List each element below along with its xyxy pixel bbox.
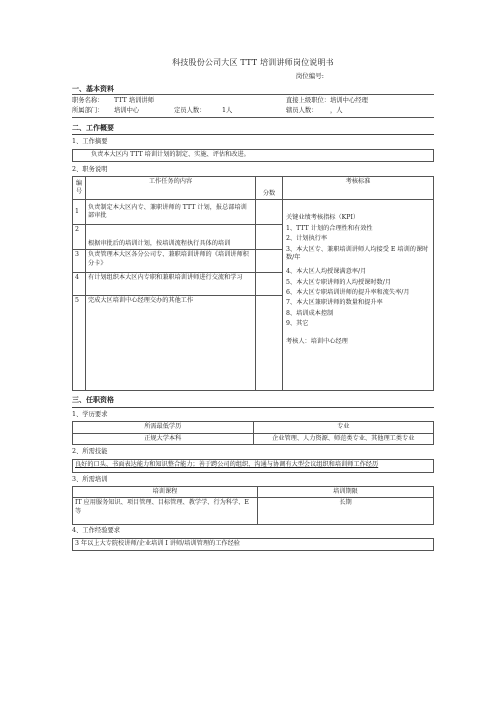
education-col-degree: 所需最低学历 <box>73 422 254 433</box>
education-major: 企业管理、人力资源、师范类专业、其他理工类专业 <box>253 433 434 444</box>
post-name-label: 职务名称： <box>72 96 104 104</box>
kpi-item: 9、其它 <box>286 320 309 328</box>
task-no: 3 <box>73 250 86 273</box>
staff-value: ，人 <box>330 106 343 114</box>
post-name-value: TTT 培训讲师 <box>114 96 155 104</box>
training-col-course: 培训课程 <box>73 487 258 498</box>
section-basic-heading: 一、基本资料 <box>72 84 114 93</box>
experience-table <box>72 538 434 551</box>
task-no: 4 <box>73 273 86 296</box>
education-col-major: 专业 <box>253 422 434 433</box>
duties-title: 2、职务说明 <box>72 165 108 173</box>
document-title: 科技股份公司大区 TTT 培训讲师岗位说明书 <box>172 58 334 67</box>
section-divider <box>72 134 434 135</box>
kpi-item: 4、本大区人均授课满意率/月 <box>286 268 367 276</box>
task-no: 2 <box>73 225 86 250</box>
kpi-title: 关键业绩考核指标（KPI） <box>286 214 360 222</box>
assessor: 考核人：培训中心经理 <box>286 338 348 346</box>
skills-table <box>72 459 434 473</box>
basic-info-block <box>72 94 434 118</box>
staff-label: 辖员人数： <box>286 106 318 114</box>
summary-text: 负责本大区内 TTT 培训计划的制定、实施、评估和改进。 <box>73 149 434 161</box>
skills-title: 2、所需技能 <box>72 448 108 456</box>
task-content: 完成大区培训中心经理交办的其他工作 <box>86 296 256 391</box>
task-score <box>256 225 283 250</box>
training-table <box>72 486 434 525</box>
summary-title: 1、工作摘要 <box>72 138 108 146</box>
experience-title: 4、工作经验要求 <box>72 527 121 535</box>
col-standard-header: 考核标准 <box>283 177 434 200</box>
training-col-duration: 培训期限 <box>258 487 434 498</box>
task-content: 负责制定本大区内专、兼职讲师的 TTT 计划，报总部培训部审批 <box>86 200 256 225</box>
department-label: 所属部门： <box>72 106 104 114</box>
task-content: 有计划组织本大区内专职和兼职培训讲师进行交流和学习 <box>86 273 256 296</box>
kpi-item: 5、本大区专职讲师的人均授课时数/月 <box>286 278 392 286</box>
section-overview-heading: 二、工作概要 <box>72 124 114 132</box>
task-score <box>256 250 283 273</box>
col-content-header: 工作任务的内容 <box>86 177 256 200</box>
task-score <box>256 296 283 391</box>
kpi-item: 7、本大区兼职讲师的数量和提升率 <box>286 299 383 307</box>
training-course: IT 应用服务知识、项目管理、目标管理、教学学、行为科学、E 等 <box>73 498 258 525</box>
task-score <box>256 200 283 225</box>
quota-label: 定员人数： <box>174 106 206 114</box>
col-score-header: 分数 <box>256 177 283 200</box>
duties-table <box>72 176 434 391</box>
department-value: 培训中心 <box>114 106 140 114</box>
kpi-item: 3、本大区专、兼职培训讲师人均接受 E 培训的课时数/年 <box>286 245 429 261</box>
kpi-item: 8、培训成本控制 <box>286 309 334 317</box>
kpi-item: 1、TTT 计划的合理性和有效性 <box>286 224 373 232</box>
skills-text: 良好的口头、书面表达能力和知识整合能力；善于跨公司的组织、沟通与协调有大型会议组织和培训师工作经历 <box>73 459 434 472</box>
training-duration: 长期 <box>258 498 434 525</box>
position-number: 岗位编号: <box>295 71 324 80</box>
summary-table <box>72 149 434 162</box>
basic-row-1 <box>72 96 434 106</box>
education-table <box>72 421 434 445</box>
job-description-document <box>72 58 434 551</box>
kpi-cell <box>283 200 434 391</box>
experience-text: 3 年以上大专院校讲师/企业培训 I 讲师/培训管理的工作经验 <box>73 538 434 550</box>
section-divider <box>72 407 434 408</box>
task-no: 5 <box>73 296 86 391</box>
kpi-item: 6、本大区专职培训讲师的提升率和流失率/月 <box>286 288 410 296</box>
task-content: 根据审批后的培训计划，按培训流程执行具体的培训 <box>86 225 256 250</box>
superior-label: 直接上级职位：培训中心经理 <box>286 96 368 104</box>
basic-row-2 <box>72 106 434 116</box>
kpi-item: 2、计划执行率 <box>286 235 328 243</box>
education-degree: 正规大学本科 <box>73 433 254 444</box>
task-score <box>256 273 283 296</box>
col-no-header: 编号 <box>73 177 86 200</box>
section-qualification-heading: 三、任职资格 <box>72 396 114 405</box>
education-title: 1、学历要求 <box>72 410 108 418</box>
quota-value: 1人 <box>222 106 233 114</box>
training-title: 3、所需培训 <box>72 475 108 483</box>
task-content: 负责管理本大区各分公司专、兼职培训讲师的《培训讲师积分卡》 <box>86 250 256 273</box>
task-no: 1 <box>73 200 86 225</box>
